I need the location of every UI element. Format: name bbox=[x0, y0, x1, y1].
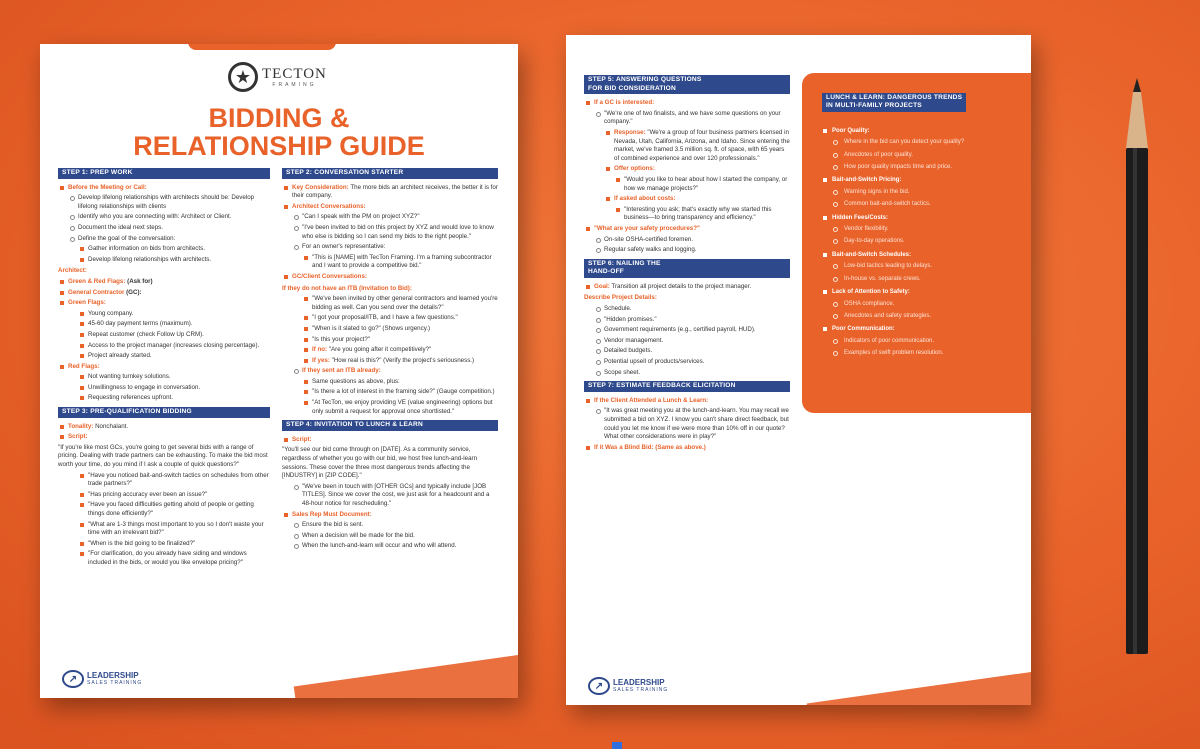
list-item: Gather information on bids from architects. bbox=[78, 245, 270, 254]
panel-group-item: Anecdotes and safety strategies. bbox=[822, 312, 1017, 320]
footer-name: LEADERSHIP bbox=[87, 671, 139, 680]
tonality-value: Nonchalant. bbox=[95, 422, 129, 430]
lunch-learn-panel bbox=[802, 73, 1031, 413]
left-column bbox=[58, 164, 270, 570]
list-item: Ensure the bid is sent. bbox=[292, 521, 498, 530]
list-item: Requesting references upfront. bbox=[78, 394, 270, 403]
list-item: "When is the bid going to be finalized?" bbox=[78, 540, 270, 549]
gc-label: General Contractor bbox=[68, 288, 125, 296]
list-item: "We've been invited by other general contractors and learned you're bidding as well. Can you send over the details?" bbox=[302, 295, 498, 312]
list-item: "This is [NAME] with TecTon Framing. I'm a framing subcontractor and I want to provide a competitive bid." bbox=[302, 254, 498, 271]
safety-label: "What are your safety procedures?" bbox=[584, 225, 790, 234]
step5-header-line1: STEP 5: ANSWERING QUESTIONS bbox=[588, 76, 702, 83]
step1-header: STEP 1: PREP WORK bbox=[58, 168, 270, 179]
itb-label: If they sent an ITB already: bbox=[292, 367, 498, 376]
list-item: "It was great meeting you at the lunch-and-learn. You may recall we submitted a bid on XYZ. I know you can't share direct feedback, but could you let me know if we were more than 10% off in our quote? What other considerations were in play?" bbox=[594, 407, 790, 441]
list-item: On-site OSHA-certified foremen. bbox=[594, 236, 790, 245]
list-item: Vendor management. bbox=[594, 337, 790, 346]
step4-header: STEP 4: INVITATION TO LUNCH & LEARN bbox=[282, 420, 498, 431]
star-icon: ★ bbox=[228, 62, 258, 92]
goal-text: Transition all project details to the project manager. bbox=[611, 282, 752, 290]
footer-name: LEADERSHIP bbox=[613, 678, 665, 687]
list-item: "I've been invited to bid on this project by XYZ and would love to know who else is bidding so I can send my bids to the right people." bbox=[292, 224, 498, 241]
panel-group-item: Warning signs in the bid. bbox=[822, 188, 1017, 196]
response-label: Response: bbox=[614, 128, 646, 136]
list-item: Schedule. bbox=[594, 305, 790, 314]
list-item: Develop lifelong relationships with architects should be: Develop lifelong relationships with clients bbox=[68, 194, 270, 211]
panel-group-item: Vendor flexibility. bbox=[822, 225, 1017, 233]
list-item: Young company. bbox=[78, 310, 270, 319]
script-paragraph: "If you're like most GCs, you're going to get several bids with a range of pricing. Dealing with trade partners can be exhausting. To make the bid most worth your time, do you mind if I ask a couple of quick questions?" bbox=[58, 443, 268, 469]
attended-label: If the Client Attended a Lunch & Learn: bbox=[584, 397, 790, 406]
script-label: Script: bbox=[58, 433, 270, 442]
footer-sub: SALES TRAINING bbox=[87, 680, 143, 686]
if-yes-text: "How real is this?" (Verify the project's seriousness.) bbox=[331, 356, 475, 364]
panel-header-line1: LUNCH & LEARN: DANGEROUS TRENDS bbox=[826, 94, 963, 101]
step7-header: STEP 7: ESTIMATE FEEDBACK ELICITATION bbox=[584, 381, 790, 392]
step5-header-line2: FOR BID CONSIDERATION bbox=[588, 84, 676, 92]
red-flags-label: Red Flags: bbox=[58, 363, 270, 372]
list-item: "We've been in touch with [OTHER GCs] and typically include [JOB TITLES]. Since we cover the cost, we just ask for a headcount and a 48-hour notice for rescheduling." bbox=[292, 483, 498, 509]
list-item: Access to the project manager (increases closing percentage). bbox=[78, 342, 270, 351]
list-item: Project already started. bbox=[78, 352, 270, 361]
panel-group-item: OSHA compliance. bbox=[822, 300, 1017, 308]
list-item: "Is there a lot of interest in the framing side?" (Gauge competition.) bbox=[302, 388, 498, 397]
list-item: Potential upsell of products/services. bbox=[594, 358, 790, 367]
list-item: "Have you faced difficulties getting ahold of people or getting things done efficiently?" bbox=[78, 501, 270, 518]
no-itb-label: If they do not have an ITB (Invitation to Bid): bbox=[282, 284, 412, 292]
panel-group-item: Where in the bid can you detect your quality? bbox=[822, 138, 1017, 146]
list-item: Regular safety walks and logging. bbox=[594, 246, 790, 255]
step6-header bbox=[584, 259, 790, 278]
flags-tail: (Ask for) bbox=[127, 277, 153, 285]
panel-header bbox=[822, 93, 966, 112]
leadership-logo bbox=[588, 677, 668, 695]
gc-tail: (GC): bbox=[126, 288, 142, 296]
page-title-line1: BIDDING & bbox=[208, 103, 350, 133]
panel-group-item: How poor quality impacts time and price. bbox=[822, 163, 1017, 171]
list-item: When the lunch-and-learn will occur and who will attend. bbox=[292, 542, 498, 551]
goal-label: Goal: bbox=[594, 282, 610, 290]
tecton-logo bbox=[228, 62, 327, 92]
panel-group-item: Examples of swift problem resolution. bbox=[822, 349, 1017, 357]
flags-label: Green & Red Flags: bbox=[68, 277, 126, 285]
list-item: "I got your proposal/ITB, and I have a few questions." bbox=[302, 314, 498, 323]
panel-group-title: Bait-and-Switch Schedules: bbox=[822, 251, 1017, 259]
corner-accent bbox=[294, 650, 518, 698]
step6-header-line2: HAND-OFF bbox=[588, 268, 625, 276]
right-column bbox=[282, 164, 498, 553]
pencil-image bbox=[1124, 78, 1150, 654]
tonality-label: Tonality: bbox=[68, 422, 94, 430]
panel-group-item: Low-bid tactics leading to delays. bbox=[822, 262, 1017, 270]
panel-group-title: Lack of Attention to Safety: bbox=[822, 288, 1017, 296]
panel-group-item: Indicators of poor communication. bbox=[822, 337, 1017, 345]
list-item: "Hidden promises." bbox=[594, 316, 790, 325]
panel-group-title: Poor Quality: bbox=[822, 127, 1017, 135]
describe-label: Describe Project Details: bbox=[584, 294, 657, 302]
step5-header bbox=[584, 75, 790, 94]
page-title-line2: RELATIONSHIP GUIDE bbox=[133, 131, 425, 161]
page-tab-accent bbox=[188, 44, 336, 50]
list-item: "Is this your project?" bbox=[302, 336, 498, 345]
key-text: The more bids an architect receives, the better it is for their company. bbox=[292, 183, 498, 200]
green-flags-label: Green Flags: bbox=[58, 299, 270, 308]
gc-interested-label: If a GC is interested: bbox=[584, 99, 790, 108]
if-no-label: If no: bbox=[312, 346, 328, 354]
rep-label: Sales Rep Must Document: bbox=[282, 511, 498, 520]
script-paragraph: "You'll see our bid come through on [DATE]. As a community service, regardless of whether you go with our bid, we host free lunch-and-learn sessions. These cover the three most dangerous trends affecting the [INDUSTRY] in [ZIP CODE]." bbox=[282, 446, 478, 480]
list-item: Same questions as above, plus: bbox=[302, 378, 498, 387]
panel-group-item: In-house vs. separate crews. bbox=[822, 275, 1017, 283]
chart-arrow-icon: ↗ bbox=[588, 677, 610, 695]
list-item: Government requirements (e.g., certified payroll, HUD). bbox=[594, 326, 790, 335]
list-item: "For clarification, do you already have siding and windows included in the bids, or would you like envelope pricing?" bbox=[78, 550, 270, 567]
list-item: "Has pricing accuracy ever been an issue?" bbox=[78, 491, 270, 500]
list-item: Document the ideal next steps. bbox=[68, 224, 270, 233]
corner-accent bbox=[807, 667, 1031, 705]
list-item: "We're one of two finalists, and we have some questions on your company." bbox=[594, 110, 790, 127]
script-label: Script: bbox=[282, 436, 498, 445]
panel-groups bbox=[822, 127, 1017, 358]
list-item: "Can I speak with the PM on project XYZ?" bbox=[292, 213, 498, 222]
blind-bid-label: If it Was a Blind Bid: (Same as above.) bbox=[584, 444, 790, 453]
left-column bbox=[584, 71, 790, 454]
panel-group-title: Hidden Fees/Costs: bbox=[822, 214, 1017, 222]
chart-arrow-icon: ↗ bbox=[62, 670, 84, 688]
list-item: Repeat customer (check Follow Up CRM). bbox=[78, 331, 270, 340]
list-item: Scope sheet. bbox=[594, 369, 790, 378]
panel-header-line2: IN MULTI-FAMILY PROJECTS bbox=[826, 102, 922, 110]
panel-group-title: Bait-and-Switch Pricing: bbox=[822, 176, 1017, 184]
list-item: "Have you noticed bait-and-switch tactics on schedules from other trade partners?" bbox=[78, 472, 270, 489]
architect-label: Architect: bbox=[58, 267, 87, 275]
list-item: "Interesting you ask; that's exactly why we started this business—to bring transparency and efficiency." bbox=[614, 206, 790, 223]
guide-page-1 bbox=[40, 44, 518, 698]
list-item: Detailed budgets. bbox=[594, 347, 790, 356]
list-item: For an owner's representative: bbox=[292, 243, 498, 252]
list-item: "Would you like to hear about how I started the company, or how we manage projects?" bbox=[614, 176, 790, 193]
panel-group-title: Poor Communication: bbox=[822, 325, 1017, 333]
panel-group-item: Day-to-day operations. bbox=[822, 237, 1017, 245]
if-no-text: "Are you going after it competitively?" bbox=[328, 346, 432, 354]
footer-sub: SALES TRAINING bbox=[613, 687, 669, 693]
list-item: Develop lifelong relationships with architects. bbox=[78, 256, 270, 265]
list-item: "When is it slated to go?" (Shows urgency.) bbox=[302, 325, 498, 334]
list-item: When a decision will be made for the bid. bbox=[292, 532, 498, 541]
panel-group-item: Anecdotes of poor quality. bbox=[822, 151, 1017, 159]
guide-page-2 bbox=[566, 35, 1031, 705]
list-item: Not wanting turnkey solutions. bbox=[78, 373, 270, 382]
list-item: Unwillingness to engage in conversation. bbox=[78, 384, 270, 393]
costs-label: If asked about costs: bbox=[604, 195, 790, 204]
step2-header: STEP 2: CONVERSATION STARTER bbox=[282, 168, 498, 179]
offer-label: Offer options: bbox=[604, 165, 790, 174]
if-yes-label: If yes: bbox=[312, 356, 330, 364]
list-item: "At TecTon, we enjoy providing VE (value engineering) options but only submit a request for approval once shortlisted." bbox=[302, 399, 498, 416]
arch-conv-label: Architect Conversations: bbox=[282, 203, 498, 212]
logo-sub: FRAMING bbox=[272, 81, 317, 88]
logo-name: TECTON bbox=[262, 65, 327, 82]
list-item: Identify who you are connecting with: Architect or Client. bbox=[68, 213, 270, 222]
step1-sub: Before the Meeting or Call: bbox=[58, 184, 270, 193]
gc-conv-label: GC/Client Conversations: bbox=[282, 273, 498, 282]
key-label: Key Consideration: bbox=[292, 183, 349, 191]
step6-header-line1: STEP 6: NAILING THE bbox=[588, 259, 661, 267]
list-item: 45-60 day payment terms (maximum). bbox=[78, 320, 270, 329]
panel-group-item: Common bait-and-switch tactics. bbox=[822, 200, 1017, 208]
step3-header: STEP 3: PRE-QUALIFICATION BIDDING bbox=[58, 407, 270, 418]
response-text: "We're a group of four business partners licensed in Nevada, Utah, California, Arizona, and Idaho. Since entering the market, we've framed 3.5 million sq. ft. of space, with 65 years of combined experience and over 120 professionals." bbox=[614, 128, 790, 162]
list-item: "What are 1-3 things most important to you so I don't waste your time with an irrelevant bid?" bbox=[78, 521, 270, 538]
leadership-logo bbox=[62, 670, 142, 688]
cursor-marker bbox=[612, 742, 622, 749]
list-item: Define the goal of the conversation: bbox=[68, 235, 270, 244]
